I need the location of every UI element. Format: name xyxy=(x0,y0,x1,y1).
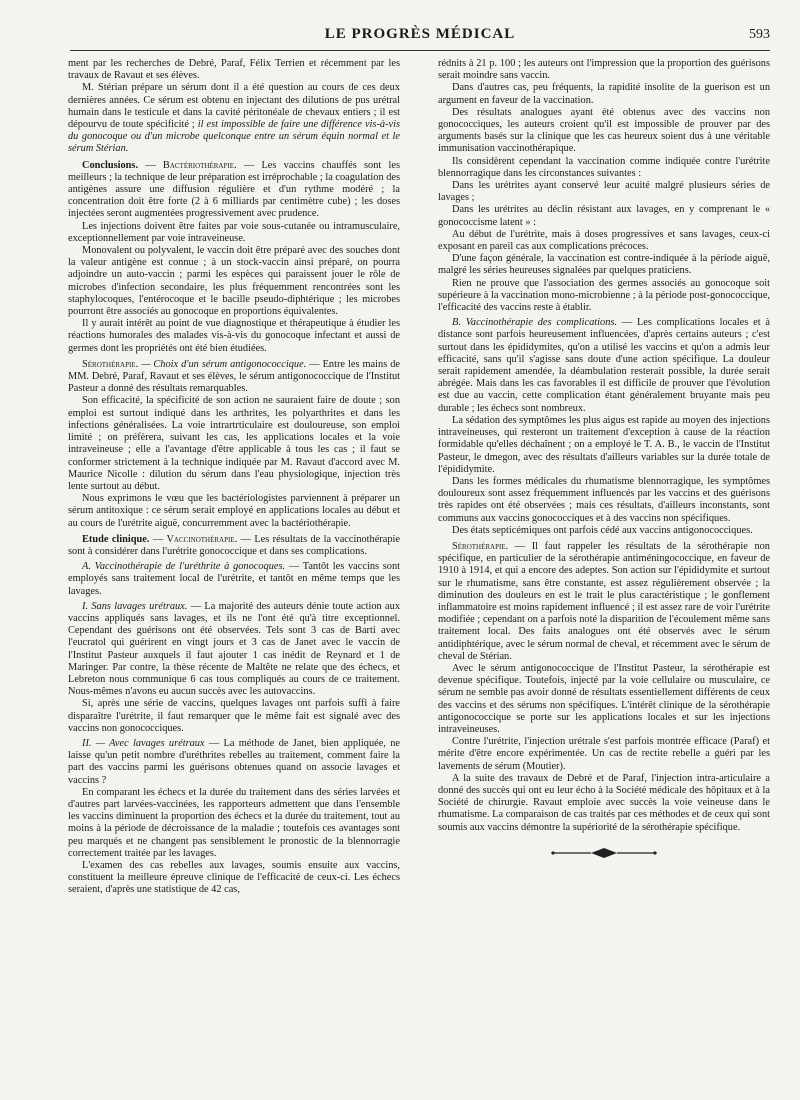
page-header xyxy=(70,26,770,50)
subsection-label: Sérothérapie. xyxy=(82,358,139,370)
paragraph: Nous exprimons le vœu que les bactériologistes parviennent à préparer un sérum antitoxique : ce sérum serait employé en applications locales au début et au cours de l'urétrite aiguë, concurremment avec la bactériothérapie. xyxy=(68,493,400,529)
italic-heading: I. Sans lavages urétraux. xyxy=(82,600,188,612)
text: — Il faut rappeler les résultats de la sérothérapie non spécifique, en particulier de la sérothérapie antiméningococcique, en faveur de 1910 à 1914, et qui a encore des adeptes. Son action sur l'épididymite et surtout sur le rhumatisme, sans être constante, est assez régulièrement observée ; la diminution des douleurs en est le trait le plus caractéristique ; le gonflement inflammatoire est moins rapidement influencé ; il est assez rare de voir l'urétrite modifiée ; cependant on a parfois noté la disparition de l'écoulement même sans traitement local. Des faits analogues ont été observés avec le sérum antidiphtérique, avec le sérum normal de cheval, et récemment avec le sérum de cheval de Stérian. xyxy=(438,540,770,662)
paragraph: ment par les recherches de Debré, Paraf, Félix Terrien et récemment par les travaux de Ravaut et ses élèves. xyxy=(68,58,400,82)
paragraph xyxy=(68,534,400,558)
italic-heading: B. Vaccinothérapie des complications. xyxy=(452,317,617,329)
paragraph: Rien ne prouve que l'association des germes associés au gonocoque soit supérieure à la vaccination mono-microbienne ; à la période post-gonococcique, l'efficacité des vaccins reste à établir. xyxy=(438,277,770,314)
subsection-label: Sérothérapie. xyxy=(452,540,509,552)
text: — La majorité des auteurs dénie toute action aux vaccins appliqués sans lavages, et ils ne l'ont été qu'à titre exceptionnel. Cependant des guérisons ont été observées. Tels sont 3 cas de Barti avec l'eucratol qui guérirent en vingt jours et 3 cas de Janet avec le vaccin de l'Institut Pasteur auxquels il faut ajouter 1 cas inédit de Reynard et 1 de Maringer. Par contre, la thèse récente de Maltête ne relate que des échecs, et Lebreton nous communique 6 cas tous compliqués au cours de ce traitement. Nous-mêmes n'avons eu aucun succès avec les autovaccins. xyxy=(68,600,400,698)
paragraph xyxy=(68,160,400,221)
italic-heading: A. Vaccinothérapie de l'uréthrite à gonocoques. xyxy=(82,561,286,573)
paragraph xyxy=(68,601,400,699)
paragraph: L'examen des cas rebelles aux lavages, soumis ensuite aux vaccins, constituent la meilleure épreuve clinique de l'efficacité de ceux-ci. Les échecs seraient, d'après une statistique de 42 cas, xyxy=(68,860,400,896)
paragraph: Contre l'urétrite, l'injection urétrale s'est parfois montrée efficace (Paraf) et mérite d'être encore expérimentée. Un cas de rectite rebelle a guéri par les lavements de sérum (Moutier). xyxy=(438,736,770,772)
text: — Les complications locales et à distance sont parfois heureusement influencées, d'après certains auteurs ; c'est surtout dans les épididymites, qu'on a utilisé les vaccins et qu'on a admis leur efficacité, sans qu'il s'agisse sans doute d'une action spécifique. La douleur serait rapidement amendée, la déambulation resterait possible, la durée serait abrégée. Mais dans les cas favorables il est difficile de prouver que l'évolution est due au vaccin, cette complication étant généralement bruyante mais peu durable ; les échecs sont nombreux. xyxy=(438,317,770,414)
paragraph: En comparant les échecs et la durée du traitement dans des séries larvées et d'autres part larvées-vaccinées, les rapporteurs admettent que dans l'ensemble les vaccins diminuent la proportion des échecs et la durée du traitement, tout au moins à la période de décroissance de la maladie ; toutefois ces avantages sont peu marqués et ne changent pas sensiblement le pronostic de la blennorragie correctement traitée par les lavages. xyxy=(68,786,400,859)
paragraph: Son efficacité, la spécificité de son action ne sauraient faire de doute ; son emploi est surtout indiqué dans les arthrites, les polyarthrites et dans les infections généralisées. La voie intrartrticulaire est douloureuse, son emploi limité ; on préfèrera, suivant les cas, les applications locales et la voie intraveineuse ; elle a l'avantage d'être applicable à tous les cas ; il faut se conformer strictement à la technique indiquée par M. Ravaut d'accord avec M. Maurice Nicolle : dilution du sérum dans l'eau physiologique, injection très lente surtout au début. xyxy=(68,395,400,492)
section-heading: Conclusions. xyxy=(82,159,139,171)
text: Les résultats de la vaccinothérapie sont à considérer dans l'urétrite gonococcique et dans ses complications. xyxy=(68,533,400,557)
paragraph: Des résultats analogues ayant été obtenus avec des vaccins non gonococciques, les auteurs croient qu'il est impossible de prouver par des arguments basés sur la clinique que les cas heureux soient dus à une véritable immunisation vaccinothérapique. xyxy=(438,106,770,155)
paragraph: Des états septicémiques ont parfois cédé aux vaccins antigonococciques. xyxy=(452,524,753,536)
left-column xyxy=(68,58,400,897)
paragraph: Monovalent ou polyvalent, le vaccin doit être préparé avec des souches dont la valeur antigène est connue ; à un stock-vaccin ainsi préparé, on pourra adjoindre un auto-vaccin ; parmi les espèces qui paraissent jouer le rôle de microbes d'infection secondaire, les plus fréquemment rencontrées sont les staphylocoques, l'entérocoque et le bacille pseudo-diphtérique ; les microbes pourront être associés au gonocoque en proportions équivalentes. xyxy=(68,245,400,318)
paragraph: rédnits à 21 p. 100 ; les auteurs ont l'impression que la proportion des guérisons serait moindre sans vaccin. xyxy=(438,58,770,82)
journal-title: LE PROGRÈS MÉDICAL xyxy=(324,26,516,42)
paragraph xyxy=(68,359,400,396)
paragraph: A la suite des travaux de Debré et de Paraf, l'injection intra-articulaire a donné des succès qui ont eu leur écho à la Société médicale des hôpitaux et à la Société de chirurgie. Ravaut emploie avec succès la voie veineuse dans le rhumatisme. La comparaison de cas traités par ces méthodes et de ceux qui sont soumis aux vaccins démontre la supériorité de la sérothérapie spécifique. xyxy=(438,772,770,833)
italic-text: — Choix d'un sérum antigonococcique. xyxy=(141,358,307,370)
paragraph: La sédation des symptômes les plus aigus est rapide au moyen des injections intraveineuses, qui resteront un traitement d'exception à cause de la réaction formidable qu'elles déchaînent ; on a employé le T. A. B., le vaccin de l'Institut Pasteur, le dmegon, avec des résultats d'ailleurs variables sur la durée totale de l'épididymite. xyxy=(438,414,770,475)
right-column xyxy=(438,58,770,860)
text: — Tantôt les vaccins sont employés sans traitement local de l'urétrite, et tantôt en même temps que les lavages. xyxy=(68,561,400,597)
paragraph: Il y aurait intérêt au point de vue diagnostique et thérapeutique à étudier les réactions humorales des malades vis-à-vis du gonocoque infectant et aussi de germes dont les propriétés ont été bien étudiées. xyxy=(68,318,400,354)
subsection-label: — Bactériothérapie. — xyxy=(145,159,255,171)
paragraph: Dans les urétrites au déclin résistant aux lavages, en y comprenant le « gonococcisme latent » : xyxy=(438,204,770,228)
paragraph: Au début de l'urétrite, mais à doses progressives et sans lavages, ceux-ci exposant en pareil cas aux complications précoces. xyxy=(438,228,770,253)
paragraph: Dans d'autres cas, peu fréquents, la rapidité insolite de la guerison est un argument en faveur de la vaccination. xyxy=(438,82,770,106)
paragraph xyxy=(68,82,400,155)
end-ornament-icon xyxy=(549,846,659,860)
paragraph: Ils considèrent cependant la vaccination comme indiquée contre l'urétrite blennorragique dans les circonstances suivantes : xyxy=(438,155,770,179)
paragraph xyxy=(438,541,770,663)
text: — Entre les mains de MM. Debré, Paraf, Ravaut et ses élèves, le sérum antigonococcique de l'Institut Pasteur a donné des résultats remarquables. xyxy=(68,358,400,395)
paragraph: Dans les urétrites ayant conservé leur acuité malgré plusieurs séries de lavages ; xyxy=(438,180,770,204)
paragraph: Les injections doivent être faites par voie sous-cutanée ou intramusculaire, exceptionnellement par voie intraveineuse. xyxy=(68,220,400,244)
text: Les vaccins chauffés sont les meilleurs ; la technique de leur préparation est irréprochable ; la coagulation des antigènes assure une diffusion régulière et d'un rythme modéré ; la concentration doit être forte (2 à 6 milliards par centimètre cube) ; les doses injectées seront augmentées progressivement avec prudence. xyxy=(68,159,401,220)
paragraph xyxy=(68,561,400,598)
header-rule xyxy=(70,50,770,51)
text: — La méthode de Janet, bien appliquée, ne laisse qu'un petit nombre d'uréthrites rebelles au traitement, comment faire la part des vaccins parmi les guérisons obtenues quand on associe lavages et vaccins ? xyxy=(68,737,400,786)
paragraph xyxy=(68,738,400,787)
paragraph: D'une façon générale, la vaccination est contre-indiquée à la période aiguë, malgré les séries heureuses signalées par quelques praticiens. xyxy=(438,253,770,277)
paragraph: Avec le sérum antigonococcique de l'Institut Pasteur, la sérothérapie est devenue spécifique. Toutefois, injecté par la voie cellulaire ou musculaire, ce sérum ne semble pas avoir donné de résultats essentiellement différents de ceux des vaccins et des sérums non spécifiques. L'intérêt clinique de la sérothérapie antigonococcique se porte sur les applications locales et sur les injections intraveineuses. xyxy=(438,662,770,735)
text: M. Stérian prépare un sérum dont il a été question au cours de ces deux dernières années. Ce sérum est obtenu en injectant des dilutions de pus urétral humain dans le testicule et dans la cavité péritonéale de chevaux entiers ; il est dépourvu de toute spécificité ; xyxy=(68,82,400,131)
paragraph: Dans les formes médicales du rhumatisme blennorragique, les symptômes douloureux sont assez fréquemment influencés par les vaccins et des guérisons très rapides ont été observées ; mais ces résultats, d'ailleurs inconstants, sont communs aux vaccins gonococciques et à des vaccins non spécifiques. xyxy=(438,475,770,524)
page-number: 593 xyxy=(749,27,770,42)
italic-heading: II. — Avec lavages urétraux xyxy=(82,737,205,749)
paragraph: Si, après une série de vaccins, quelques lavages ont parfois suffi à faire disparaître l'urétrite, il faut remarquer que le même fait est signalé avec des vaccins non gonococciques. xyxy=(68,698,400,734)
italic-text: il est impossible de faire une différence vis-à-vis du gonocoque ou d'un microbe quelconque entre un sérum équin normal et le sérum Stérian. xyxy=(68,119,400,155)
paragraph xyxy=(438,317,770,415)
section-heading: Etude clinique. xyxy=(82,533,150,545)
subsection-label: — Vaccinothérapie. — xyxy=(152,533,251,545)
